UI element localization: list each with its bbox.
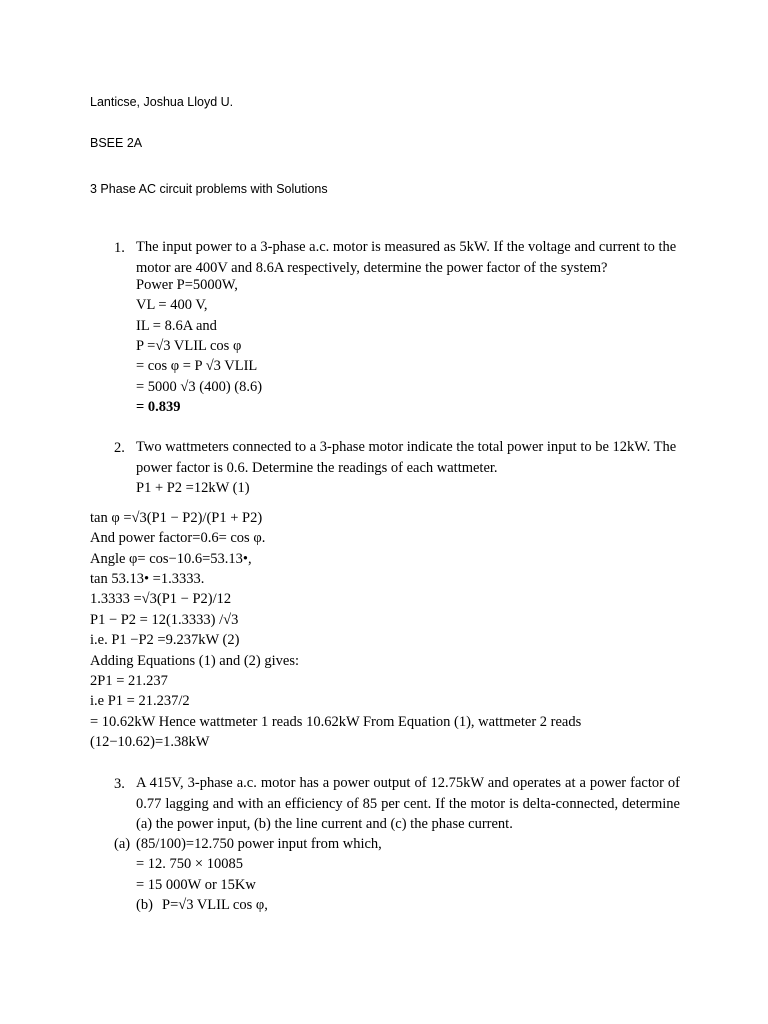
q1-line: = 5000 √3 (400) (8.6)	[136, 379, 263, 395]
q2-line: i.e. P1 −P2 =9.237kW (2)	[90, 632, 240, 648]
q1-line: IL = 8.6A and	[136, 318, 217, 334]
q2-line: = 10.62kW Hence wattmeter 1 reads 10.62kW From Equation (1), wattmeter 2 reads	[90, 714, 582, 730]
author-name: Lanticse, Joshua Lloyd U.	[90, 95, 234, 109]
q2-line: P1 − P2 = 12(1.3333) /√3	[90, 612, 239, 628]
q2-line: Adding Equations (1) and (2) gives:	[90, 653, 300, 669]
q2-line: i.e P1 = 21.237/2	[90, 693, 190, 709]
q2-text: Two wattmeters connected to a 3-phase motor indicate the total power input to be 12kW. The power factor is 0.6. Determine the readings of each wattmeter.	[136, 439, 677, 476]
q3-a-text: (85/100)=12.750 power input from which,	[136, 836, 382, 852]
q2-line: tan φ =√3(P1 − P2)/(P1 + P2)	[90, 510, 263, 526]
q3-number: 3.	[114, 776, 125, 792]
q1-text: The input power to a 3-phase a.c. motor is measured as 5kW. If the voltage and current to the motor are 400V and 8.6A respectively, determine the power factor of the system?	[136, 239, 677, 276]
q2-line: And power factor=0.6= cos φ.	[90, 530, 266, 546]
q2-line: tan 53.13• =1.3333.	[90, 571, 205, 587]
q2-eq1: P1 + P2 =12kW (1)	[136, 480, 250, 496]
q2-line: Angle φ= cos−10.6=53.13•,	[90, 551, 252, 567]
q1-line: Power P=5000W,	[136, 277, 238, 293]
q1-line: VL = 400 V,	[136, 297, 208, 313]
document-title: 3 Phase AC circuit problems with Solutions	[90, 182, 328, 196]
q2-line: (12−10.62)=1.38kW	[90, 734, 210, 750]
q1-line: = cos φ = P √3 VLIL	[136, 358, 258, 374]
q3-a-line: = 12. 750 × 10085	[136, 856, 243, 872]
q3-b-text: P=√3 VLIL cos φ,	[162, 897, 268, 913]
q3-a-label: (a)	[114, 836, 131, 852]
q1-number: 1.	[114, 240, 125, 256]
q1-answer: = 0.839	[136, 399, 181, 415]
q2-line: 2P1 = 21.237	[90, 673, 168, 689]
q3-a-line: = 15 000W or 15Kw	[136, 877, 256, 893]
section-label: BSEE 2A	[90, 136, 143, 150]
q2-line: 1.3333 =√3(P1 − P2)/12	[90, 591, 232, 607]
q3-b-label: (b)	[136, 897, 153, 913]
q1-line: P =√3 VLIL cos φ	[136, 338, 242, 354]
q3-text: A 415V, 3-phase a.c. motor has a power output of 12.75kW and operates at a power factor of 0.77 lagging and with an efficiency of 85 per cent. If the motor is delta-connected, determine (a) the power input, (b) the line current and (c) the phase current.	[136, 775, 680, 832]
q2-number: 2.	[114, 440, 125, 456]
